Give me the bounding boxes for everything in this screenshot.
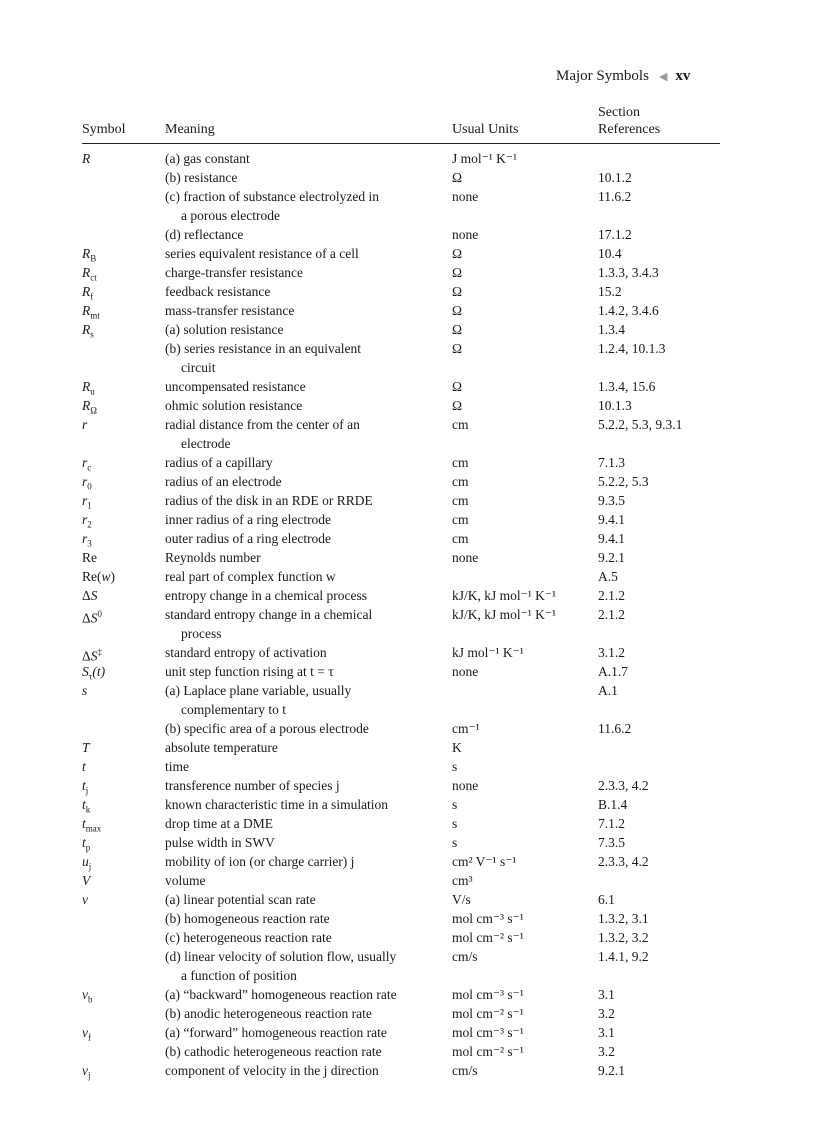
meaning-line: unit step function rising at t = τ (165, 664, 334, 679)
meaning-cell (165, 605, 437, 643)
symbol-cell: $R_f$ (82, 284, 94, 302)
section-cell: 5.2.2, 5.3 (598, 474, 649, 489)
table-row (82, 396, 742, 415)
meaning-line: radius of a capillary (165, 455, 273, 470)
meaning-cell (165, 339, 437, 377)
meaning-line: mass-transfer resistance (165, 303, 295, 318)
section-cell: 9.2.1 (598, 550, 625, 565)
meaning-line: (b) specific area of a porous electrode (165, 721, 369, 736)
meaning-cell (165, 643, 437, 662)
meaning-line: radius of the disk in an RDE or RRDE (165, 493, 373, 508)
meaning-cell (165, 244, 437, 263)
section-cell: A.1 (598, 683, 618, 698)
units-cell: mol cm⁻² s⁻¹ (452, 1044, 524, 1059)
symbol-cell: $\Delta S^0$ (82, 609, 102, 626)
units-cell: Ω (452, 170, 463, 185)
symbol-cell: $R_{mt}$ (82, 303, 100, 321)
meaning-line: (d) reflectance (165, 227, 244, 242)
section-cell: 1.4.2, 3.4.6 (598, 303, 659, 318)
header-units: Usual Units (452, 122, 519, 137)
table-row (82, 947, 742, 985)
meaning-cell (165, 833, 437, 852)
table-row (82, 662, 742, 681)
meaning-cell (165, 168, 437, 187)
symbol-cell: $t_j$ (82, 778, 89, 796)
meaning-line: inner radius of a ring electrode (165, 512, 332, 527)
units-cell: mol cm⁻² s⁻¹ (452, 930, 524, 945)
table-row (82, 453, 742, 472)
units-cell: Ω (452, 341, 463, 356)
table-row (82, 244, 742, 263)
table-row (82, 1004, 742, 1023)
section-cell: 1.3.2, 3.2 (598, 930, 649, 945)
units-cell: cm (452, 474, 469, 489)
meaning-cell (165, 890, 437, 909)
section-cell: 15.2 (598, 284, 622, 299)
symbol-cell: $t_k$ (82, 797, 91, 815)
page-number: xv (675, 68, 691, 84)
meaning-line: volume (165, 873, 206, 888)
section-cell: 2.1.2 (598, 607, 625, 622)
section-cell: 1.3.2, 3.1 (598, 911, 649, 926)
table-row (82, 795, 742, 814)
table-row (82, 1023, 742, 1042)
header-section-line2: References (598, 122, 661, 137)
meaning-line: feedback resistance (165, 284, 271, 299)
meaning-line: transference number of species j (165, 778, 340, 793)
section-cell: 3.2 (598, 1044, 615, 1059)
meaning-line: pulse width in SWV (165, 835, 275, 850)
table-row (82, 510, 742, 529)
meaning-cell (165, 548, 437, 567)
meaning-line: radius of an electrode (165, 474, 282, 489)
section-cell: 7.1.3 (598, 455, 625, 470)
table-row (82, 282, 742, 301)
table-row (82, 225, 742, 244)
meaning-cell (165, 472, 437, 491)
table-row (82, 567, 742, 586)
section-cell: 1.3.4 (598, 322, 625, 337)
meaning-cell (165, 928, 437, 947)
meaning-line-continued: complementary to t (181, 702, 286, 717)
meaning-line: (a) gas constant (165, 151, 250, 166)
units-cell: none (452, 189, 479, 204)
table-row (82, 377, 742, 396)
section-cell: 3.1.2 (598, 645, 625, 660)
units-cell: kJ/K, kJ mol⁻¹ K⁻¹ (452, 588, 557, 603)
symbol-cell: $v_f$ (82, 1025, 91, 1043)
symbol-cell: R (82, 151, 91, 166)
meaning-line: uncompensated resistance (165, 379, 306, 394)
table-row (82, 909, 742, 928)
table-row (82, 852, 742, 871)
symbol-cell: Re (82, 550, 97, 565)
meaning-line: (b) cathodic heterogeneous reaction rate (165, 1044, 382, 1059)
table-row (82, 187, 742, 225)
running-head (556, 68, 690, 85)
meaning-line: (a) linear potential scan rate (165, 892, 316, 907)
units-cell: s (452, 816, 458, 831)
meaning-line: (b) homogeneous reaction rate (165, 911, 330, 926)
meaning-cell (165, 529, 437, 548)
table-row (82, 776, 742, 795)
meaning-line: radial distance from the center of an (165, 417, 360, 432)
units-cell: cm/s (452, 949, 478, 964)
meaning-line-continued: electrode (181, 436, 231, 451)
symbol-cell: V (82, 873, 91, 888)
units-cell: K (452, 740, 462, 755)
units-cell: Ω (452, 265, 463, 280)
table-row (82, 985, 742, 1004)
section-cell: 3.2 (598, 1006, 615, 1021)
meaning-line: standard entropy of activation (165, 645, 327, 660)
meaning-cell (165, 814, 437, 833)
table-row (82, 681, 742, 719)
meaning-line: (c) heterogeneous reaction rate (165, 930, 332, 945)
units-cell: kJ/K, kJ mol⁻¹ K⁻¹ (452, 607, 557, 622)
meaning-cell (165, 586, 437, 605)
symbol-cell: $r_3$ (82, 531, 92, 549)
units-cell: Ω (452, 398, 463, 413)
meaning-line: absolute temperature (165, 740, 278, 755)
section-cell: A.1.7 (598, 664, 628, 679)
section-cell: 1.3.4, 15.6 (598, 379, 656, 394)
units-cell: cm (452, 417, 469, 432)
table-row (82, 548, 742, 567)
meaning-cell (165, 1023, 437, 1042)
section-cell: 6.1 (598, 892, 615, 907)
units-cell: mol cm⁻³ s⁻¹ (452, 1025, 524, 1040)
table-row (82, 1042, 742, 1061)
meaning-cell (165, 985, 437, 1004)
units-cell: s (452, 835, 458, 850)
units-cell: cm³ (452, 873, 473, 888)
units-cell: cm (452, 455, 469, 470)
section-cell: 3.1 (598, 987, 615, 1002)
symbol-cell: $u_j$ (82, 854, 92, 872)
meaning-cell (165, 947, 437, 985)
meaning-cell (165, 377, 437, 396)
meaning-line: standard entropy change in a chemical (165, 607, 373, 622)
meaning-line: (b) series resistance in an equivalent (165, 341, 362, 356)
symbol-cell: $R_{ct}$ (82, 265, 97, 283)
meaning-line: (c) fraction of substance electrolyzed in (165, 189, 380, 204)
section-cell: 5.2.2, 5.3, 9.3.1 (598, 417, 683, 432)
symbol-cell: s (82, 683, 88, 698)
section-cell: 11.6.2 (598, 721, 632, 736)
meaning-line: charge-transfer resistance (165, 265, 304, 280)
meaning-cell (165, 225, 437, 244)
units-cell: J mol⁻¹ K⁻¹ (452, 151, 518, 166)
table-row (82, 833, 742, 852)
section-cell: 11.6.2 (598, 189, 632, 204)
table-row (82, 738, 742, 757)
running-head-title: Major Symbols (556, 68, 649, 84)
symbol-table (82, 149, 742, 1080)
table-row (82, 871, 742, 890)
meaning-line: (d) linear velocity of solution flow, usually (165, 949, 397, 964)
meaning-cell (165, 1061, 437, 1080)
meaning-cell (165, 681, 437, 719)
meaning-line: series equivalent resistance of a cell (165, 246, 359, 261)
meaning-line: (b) resistance (165, 170, 238, 185)
symbol-cell: T (82, 740, 90, 755)
meaning-line-continued: a porous electrode (181, 208, 280, 223)
units-cell: Ω (452, 379, 463, 394)
units-cell: cm (452, 531, 469, 546)
header-symbol: Symbol (82, 122, 126, 137)
meaning-line: real part of complex function w (165, 569, 336, 584)
section-cell: 2.3.3, 4.2 (598, 778, 649, 793)
meaning-line: component of velocity in the j direction (165, 1063, 379, 1078)
table-row (82, 643, 742, 662)
units-cell: kJ mol⁻¹ K⁻¹ (452, 645, 524, 660)
table-row (82, 149, 742, 168)
section-cell: 7.1.2 (598, 816, 625, 831)
meaning-cell (165, 852, 437, 871)
symbol-cell: $R_\Omega$ (82, 398, 97, 416)
table-row (82, 814, 742, 833)
header-section-line1: Section (598, 105, 640, 120)
meaning-line: entropy change in a chemical process (165, 588, 368, 603)
table-row (82, 320, 742, 339)
symbol-cell: $t_{max}$ (82, 816, 102, 834)
meaning-line-continued: a function of position (181, 968, 297, 983)
units-cell: Ω (452, 303, 463, 318)
table-row (82, 415, 742, 453)
section-cell: B.1.4 (598, 797, 628, 812)
symbol-cell: $r_1$ (82, 493, 92, 511)
section-cell: 1.2.4, 10.1.3 (598, 341, 666, 356)
meaning-line: (a) “forward” homogeneous reaction rate (165, 1025, 387, 1040)
section-cell: 2.3.3, 4.2 (598, 854, 649, 869)
meaning-line: (a) “backward” homogeneous reaction rate (165, 987, 397, 1002)
units-cell: cm² V⁻¹ s⁻¹ (452, 854, 517, 869)
meaning-cell (165, 776, 437, 795)
meaning-cell (165, 662, 437, 681)
symbol-cell: $R_B$ (82, 246, 97, 264)
section-cell: 17.1.2 (598, 227, 632, 242)
meaning-cell (165, 1042, 437, 1061)
header-section (598, 104, 660, 138)
section-cell: 1.4.1, 9.2 (598, 949, 649, 964)
section-cell: 2.1.2 (598, 588, 625, 603)
units-cell: s (452, 759, 458, 774)
symbol-cell: ΔS‡ (82, 647, 102, 664)
meaning-line: time (165, 759, 189, 774)
units-cell: Ω (452, 322, 463, 337)
table-row (82, 491, 742, 510)
meaning-cell (165, 510, 437, 529)
meaning-line: Reynolds number (165, 550, 261, 565)
section-cell: 9.3.5 (598, 493, 625, 508)
units-cell: s (452, 797, 458, 812)
header-rule (82, 143, 720, 144)
units-cell: V/s (452, 892, 471, 907)
table-row (82, 928, 742, 947)
meaning-line: (a) Laplace plane variable, usually (165, 683, 352, 698)
header-meaning: Meaning (165, 122, 215, 137)
meaning-cell (165, 1004, 437, 1023)
units-cell: cm⁻¹ (452, 721, 480, 736)
symbol-cell: $v_j$ (82, 1063, 91, 1081)
table-row (82, 339, 742, 377)
section-cell: A.5 (598, 569, 618, 584)
section-cell: 9.4.1 (598, 531, 625, 546)
units-cell: Ω (452, 284, 463, 299)
symbol-cell: $r_0$ (82, 474, 92, 492)
symbol-cell: Re(w) (82, 569, 116, 584)
symbol-cell: $t_p$ (82, 835, 91, 853)
meaning-cell (165, 738, 437, 757)
section-cell: 10.1.2 (598, 170, 632, 185)
units-cell: mol cm⁻² s⁻¹ (452, 1006, 524, 1021)
units-cell: none (452, 227, 479, 242)
units-cell: none (452, 778, 479, 793)
meaning-cell (165, 757, 437, 776)
meaning-cell (165, 719, 437, 738)
symbol-cell: $S_\tau(t)$ (82, 664, 106, 682)
meaning-cell (165, 909, 437, 928)
section-cell: 9.4.1 (598, 512, 625, 527)
units-cell: Ω (452, 246, 463, 261)
table-row (82, 890, 742, 909)
meaning-line: ohmic solution resistance (165, 398, 303, 413)
meaning-cell (165, 187, 437, 225)
meaning-line: mobility of ion (or charge carrier) j (165, 854, 355, 869)
table-row (82, 719, 742, 738)
meaning-line: (a) solution resistance (165, 322, 284, 337)
table-row (82, 757, 742, 776)
table-row (82, 529, 742, 548)
table-row (82, 586, 742, 605)
units-cell: cm/s (452, 1063, 478, 1078)
meaning-cell (165, 795, 437, 814)
symbol-cell: $R_u$ (82, 379, 95, 397)
units-cell: mol cm⁻³ s⁻¹ (452, 911, 524, 926)
symbol-cell: $R_s$ (82, 322, 94, 340)
units-cell: mol cm⁻³ s⁻¹ (452, 987, 524, 1002)
symbol-cell: ΔS (82, 588, 98, 603)
table-row (82, 301, 742, 320)
table-row (82, 168, 742, 187)
section-cell: 7.3.5 (598, 835, 625, 850)
section-cell: 10.4 (598, 246, 622, 261)
section-cell: 9.2.1 (598, 1063, 625, 1078)
meaning-cell (165, 567, 437, 586)
meaning-cell (165, 871, 437, 890)
meaning-line: (b) anodic heterogeneous reaction rate (165, 1006, 372, 1021)
symbol-cell: v (82, 892, 88, 907)
units-cell: none (452, 550, 479, 565)
symbol-cell: r (82, 417, 88, 432)
symbol-cell: t (82, 759, 86, 774)
units-cell: cm (452, 512, 469, 527)
table-row (82, 472, 742, 491)
meaning-line-continued: circuit (181, 360, 216, 375)
meaning-cell (165, 491, 437, 510)
symbol-cell: $r_2$ (82, 512, 92, 530)
units-cell: none (452, 664, 479, 679)
meaning-cell (165, 415, 437, 453)
meaning-line: outer radius of a ring electrode (165, 531, 332, 546)
meaning-line-continued: process (181, 626, 222, 641)
meaning-cell (165, 149, 437, 168)
symbol-cell: $r_c$ (82, 455, 92, 473)
left-arrow-icon: ◀ (658, 71, 668, 83)
table-row (82, 605, 742, 643)
meaning-line: known characteristic time in a simulation (165, 797, 389, 812)
section-cell: 3.1 (598, 1025, 615, 1040)
table-row (82, 1061, 742, 1080)
section-cell: 1.3.3, 3.4.3 (598, 265, 659, 280)
units-cell: cm (452, 493, 469, 508)
table-row (82, 263, 742, 282)
meaning-line: drop time at a DME (165, 816, 273, 831)
symbol-cell: $v_b$ (82, 987, 93, 1005)
meaning-cell (165, 301, 437, 320)
meaning-cell (165, 453, 437, 472)
meaning-cell (165, 320, 437, 339)
meaning-cell (165, 263, 437, 282)
meaning-cell (165, 396, 437, 415)
section-cell: 10.1.3 (598, 398, 632, 413)
meaning-cell (165, 282, 437, 301)
